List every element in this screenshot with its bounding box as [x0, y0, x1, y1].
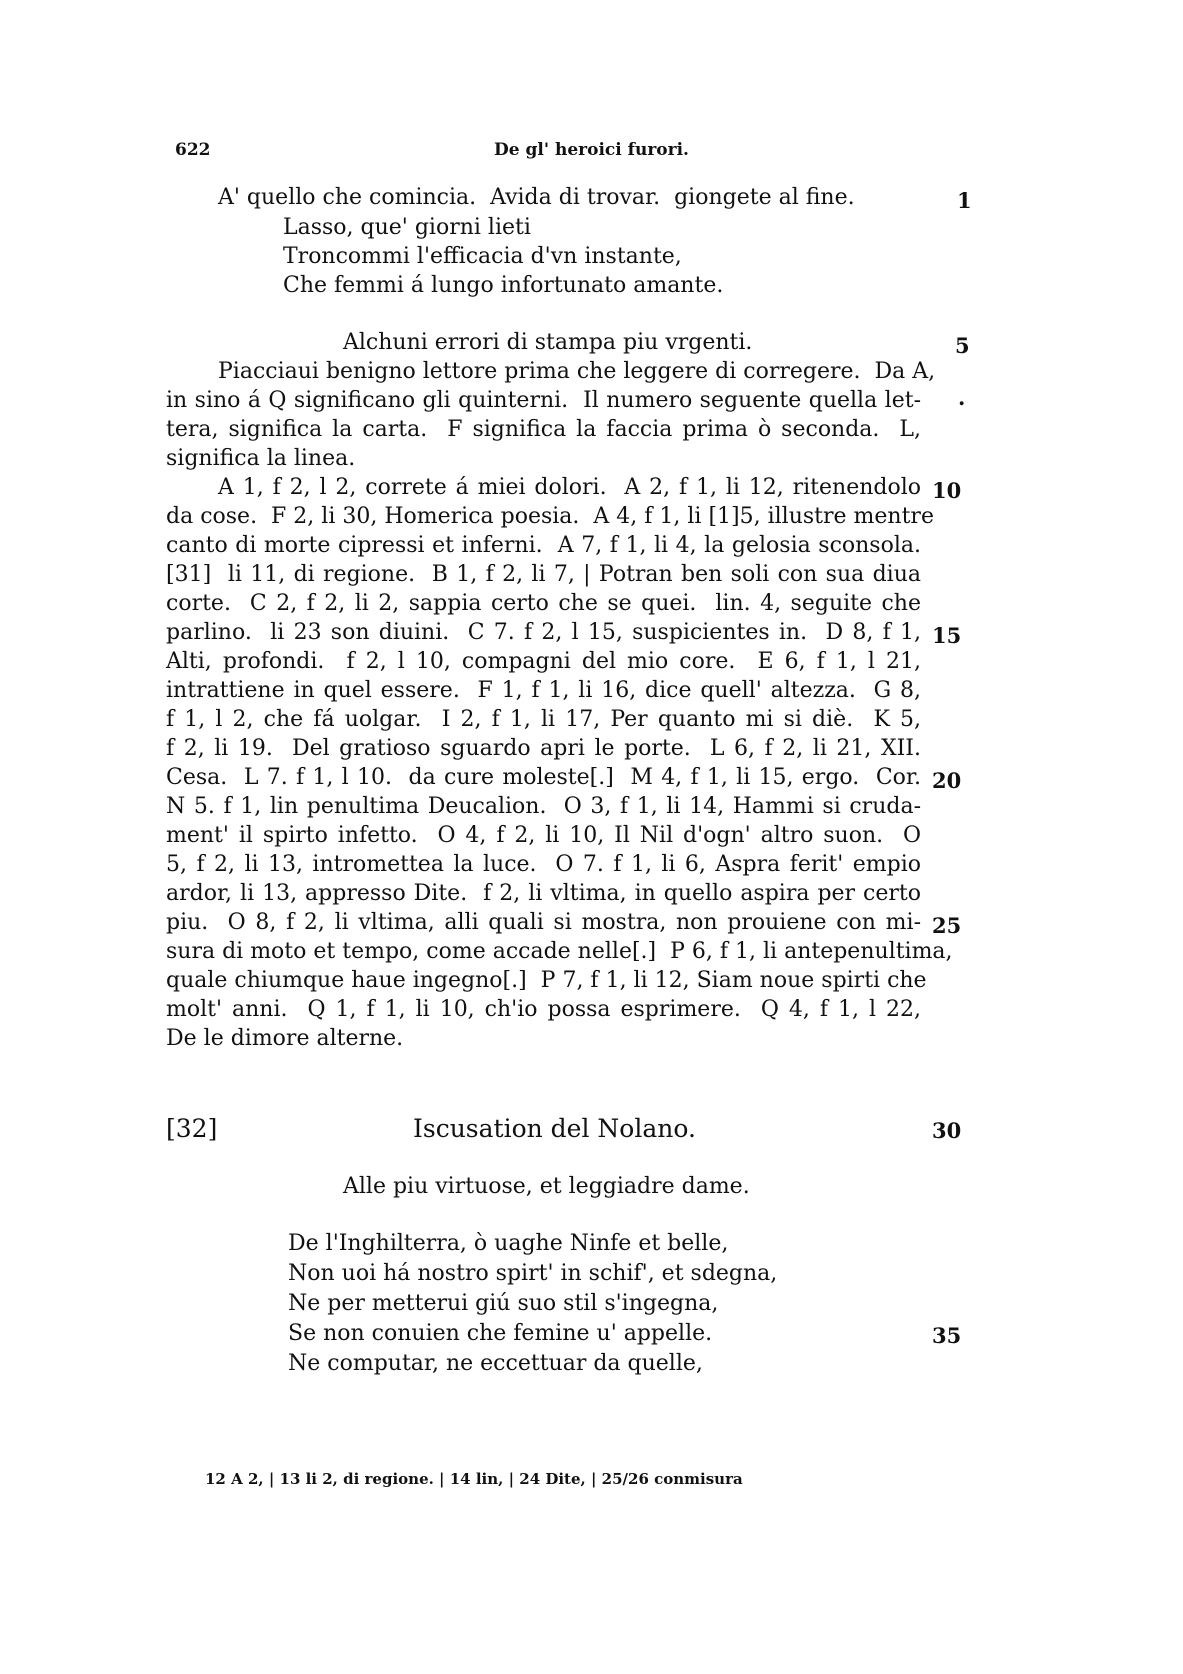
poem-line: Se non conuien che femine u' appelle. [288, 1321, 713, 1346]
line-number: 5 [955, 333, 970, 358]
dedication: Alle piu virtuose, et leggiadre dame. [343, 1174, 750, 1199]
errata-line: N 5. f 1, lin penultima Deucalion. O 3, f 1, li 14, Hammi si cruda- [166, 794, 921, 819]
errata-line: quale chiumque haue ingegno[.] P 7, f 1, li 12, Siam noue spirti che [166, 968, 927, 993]
footnote-apparatus: 12 A 2, | 13 li 2, di regione. | 14 lin, | 24 Dite, | 25/26 conmisura [205, 1470, 743, 1488]
errata-line: in sino á Q significano gli quinterni. Il numero seguente quella let- [166, 388, 921, 413]
errata-line: Piacciaui benigno lettore prima che leggere di corregere. Da A, [218, 359, 936, 384]
stanza1-line: Lasso, que' giorni lieti [283, 215, 531, 240]
errata-line: Cesa. L 7. f 1, l 10. da cure moleste[.] M 4, f 1, li 15, ergo. Cor. [166, 765, 921, 790]
errata-line: f 1, l 2, che fá uolgar. I 2, f 1, li 17, Per quanto mi si diè. K 5, [166, 707, 921, 732]
errata-line: [31] li 11, di regione. B 1, f 2, li 7, | Potran ben soli con sua diua [166, 562, 921, 587]
errata-line: De le dimore alterne. [166, 1026, 404, 1051]
errata-line: canto di morte cipressi et inferni. A 7, f 1, li 4, la gelosia sconsola. [166, 533, 921, 558]
errata-line: intrattiene in quel essere. F 1, f 1, li 16, dice quell' altezza. G 8, [166, 678, 921, 703]
stanza1-line: Troncommi l'efficacia d'vn instante, [283, 244, 682, 269]
errata-line: parlino. li 23 son diuini. C 7. f 2, l 15, suspicientes in. D 8, f 1, [166, 620, 921, 645]
errata-line: da cose. F 2, li 30, Homerica poesia. A 4, f 1, li [1]5, illustre mentre [166, 504, 934, 529]
line-number: 30 [932, 1118, 962, 1143]
poem-line: Non uoi há nostro spirt' in schif', et sdegna, [288, 1261, 778, 1286]
poem-line: Ne computar, ne eccettuar da quelle, [288, 1351, 703, 1376]
errata-line: f 2, li 19. Del gratioso sguardo apri le porte. L 6, f 2, li 21, XII. [166, 736, 921, 761]
margin-mark: . [958, 385, 966, 410]
errata-line: corte. C 2, f 2, li 2, sappia certo che se quei. lin. 4, seguite che [166, 591, 921, 616]
errata-line: 5, f 2, li 13, intromettea la luce. O 7. f 1, li 6, Aspra ferit' empio [166, 852, 921, 877]
stanza1-line: Che femmi á lungo infortunato amante. [283, 273, 724, 298]
line-number: 1 [957, 188, 972, 213]
poem-line: Ne per metterui giú suo stil s'ingegna, [288, 1291, 719, 1316]
errata-line: piu. O 8, f 2, li vltima, alli quali si mostra, non prouiene con mi- [166, 910, 921, 935]
line-number: 35 [932, 1323, 962, 1348]
poem-line: De l'Inghilterra, ò uaghe Ninfe et belle, [288, 1231, 729, 1256]
errata-line: Alti, profondi. f 2, l 10, compagni del mio core. E 6, f 1, l 21, [166, 649, 921, 674]
errata-line: A 1, f 2, l 2, correte á miei dolori. A 2, f 1, li 12, ritenendolo [218, 475, 921, 500]
line-number: 10 [932, 478, 962, 503]
section-bracket: [32] [166, 1114, 218, 1143]
errata-line: ardor, li 13, appresso Dite. f 2, li vltima, in quello aspira per certo [166, 881, 921, 906]
section-title: Iscusation del Nolano. [413, 1114, 696, 1143]
page-number: 622 [175, 140, 211, 160]
line-number: 25 [932, 913, 962, 938]
errata-line: sura di moto et tempo, come accade nelle[.] P 6, f 1, li antepenultima, [166, 939, 953, 964]
errata-line: tera, significa la carta. F significa la faccia prima ò seconda. L, [166, 417, 921, 442]
errata-heading: Alchuni errori di stampa piu vrgenti. [343, 330, 753, 355]
errata-line: significa la linea. [166, 446, 356, 471]
stanza1-line: A' quello che comincia. Avida di trovar. giongete al fine. [218, 185, 855, 210]
line-number: 20 [932, 768, 962, 793]
running-title: De gl' heroici furori. [494, 140, 689, 160]
line-number: 15 [932, 623, 962, 648]
errata-line: molt' anni. Q 1, f 1, li 10, ch'io possa esprimere. Q 4, f 1, l 22, [166, 997, 921, 1022]
errata-line: ment' il spirto infetto. O 4, f 2, li 10, Il Nil d'ogn' altro suon. O [166, 823, 921, 848]
